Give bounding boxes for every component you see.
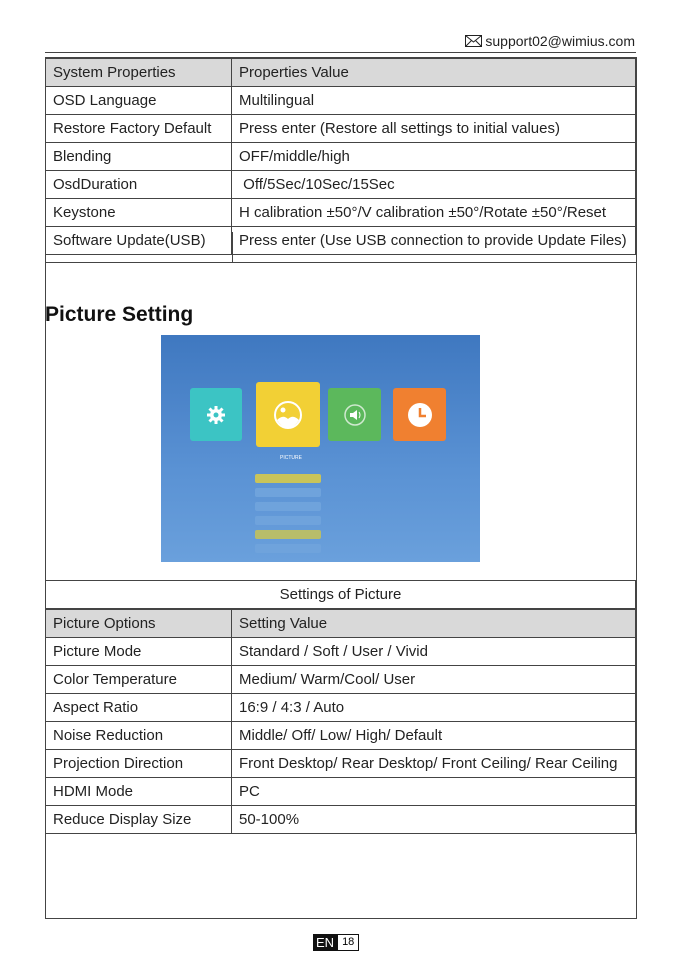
- value-cell: Standard / Soft / User / Vivid: [232, 638, 636, 666]
- picture-table-caption: Settings of Picture: [45, 580, 636, 609]
- table-row: [46, 694, 636, 722]
- picture-tile: [256, 382, 320, 447]
- settings-tile: [190, 388, 242, 441]
- value-cell: Middle/ Off/ Low/ High/ Default: [232, 722, 636, 750]
- language-badge: EN: [313, 934, 337, 951]
- property-cell: Keystone: [46, 199, 232, 227]
- option-cell: HDMI Mode: [46, 778, 232, 806]
- page-footer: [313, 934, 359, 951]
- value-cell: Off/5Sec/10Sec/15Sec: [232, 171, 636, 199]
- email-text: support02@wimius.com: [485, 33, 635, 49]
- value-cell: Multilingual: [232, 87, 636, 115]
- sound-tile: [328, 388, 381, 441]
- property-cell: Restore Factory Default: [46, 115, 232, 143]
- page-number: 18: [337, 934, 359, 951]
- system-properties-table: [45, 58, 636, 255]
- menu-item: [255, 502, 321, 511]
- selected-menu-label: PICTURE: [280, 455, 302, 461]
- table-row: [46, 143, 636, 171]
- table-row: [46, 638, 636, 666]
- property-cell: Software Update(USB): [46, 227, 232, 255]
- header-divider: [45, 52, 636, 53]
- table-row: [46, 722, 636, 750]
- table-row: [46, 171, 636, 199]
- table-row: [46, 806, 636, 834]
- table-header-row: [46, 59, 636, 87]
- picture-settings-table: [45, 609, 636, 834]
- value-cell: OFF/middle/high: [232, 143, 636, 171]
- section-title: Picture Setting: [45, 303, 194, 326]
- table-row: [46, 666, 636, 694]
- support-email: [465, 33, 635, 49]
- picture-menu-screenshot: [161, 335, 480, 562]
- menu-item: [255, 530, 321, 539]
- value-cell: 16:9 / 4:3 / Auto: [232, 694, 636, 722]
- header-cell: System Properties: [46, 59, 232, 87]
- menu-item: [255, 474, 321, 483]
- table-header-row: [46, 610, 636, 638]
- menu-item: [255, 544, 321, 553]
- menu-item: [255, 488, 321, 497]
- clock-icon: [407, 402, 433, 428]
- table-row: [46, 227, 636, 255]
- option-cell: Color Temperature: [46, 666, 232, 694]
- value-cell: PC: [232, 778, 636, 806]
- header-cell: Setting Value: [232, 610, 636, 638]
- header-cell: Properties Value: [232, 59, 636, 87]
- time-tile: [393, 388, 446, 441]
- table-row: [46, 87, 636, 115]
- header-cell: Picture Options: [46, 610, 232, 638]
- option-cell: Picture Mode: [46, 638, 232, 666]
- value-cell: Front Desktop/ Rear Desktop/ Front Ceiling/ Rear Ceiling: [232, 750, 636, 778]
- property-cell: Blending: [46, 143, 232, 171]
- gear-icon: [206, 405, 226, 425]
- table-row: [46, 115, 636, 143]
- option-cell: Noise Reduction: [46, 722, 232, 750]
- value-cell: Medium/ Warm/Cool/ User: [232, 666, 636, 694]
- table-row: [46, 199, 636, 227]
- envelope-icon: [465, 35, 482, 47]
- option-cell: Aspect Ratio: [46, 694, 232, 722]
- picture-icon: [273, 400, 303, 430]
- table-row: [46, 778, 636, 806]
- option-cell: Projection Direction: [46, 750, 232, 778]
- property-cell: OSD Language: [46, 87, 232, 115]
- menu-item: [255, 516, 321, 525]
- property-cell: OsdDuration: [46, 171, 232, 199]
- speaker-icon: [344, 404, 366, 426]
- value-cell: 50-100%: [232, 806, 636, 834]
- option-cell: Reduce Display Size: [46, 806, 232, 834]
- value-cell: Press enter (Use USB connection to provide Update Files): [232, 227, 636, 255]
- table-row: [46, 750, 636, 778]
- value-cell: Press enter (Restore all settings to initial values): [232, 115, 636, 143]
- value-cell: H calibration ±50°/V calibration ±50°/Rotate ±50°/Reset: [232, 199, 636, 227]
